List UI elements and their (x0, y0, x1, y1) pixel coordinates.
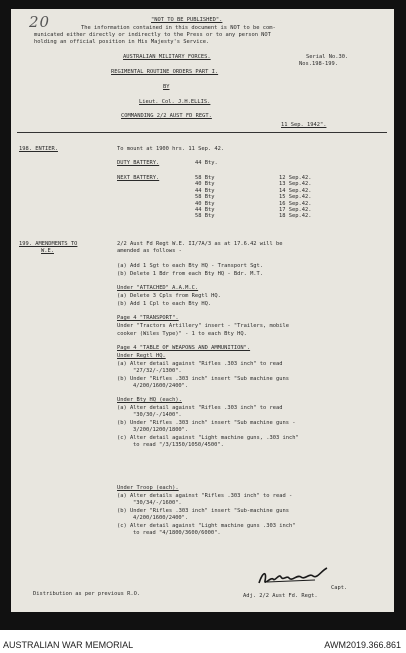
roster-date: 17 Sep.42. (279, 207, 312, 214)
roster-battery: 44 Bty (195, 207, 215, 214)
order-numbers: Nos.198-199. (299, 61, 338, 67)
notice-line-1: The information contained in this document is NOT to be com- (81, 25, 276, 31)
notice-line-2: municated either directly or indirectly to the Press or to any person NOT (34, 32, 271, 38)
bty-b-2: 3/200/1200/1800". (133, 427, 189, 433)
roster-battery: 40 Bty (195, 200, 215, 207)
tractors-line-2: cooker (Wiles Type)" - 1 to each Bty HQ. (117, 331, 247, 337)
document-page (11, 9, 394, 612)
troop-heading: Under Troop (each). (117, 485, 179, 491)
roster-date: 18 Sep.42. (279, 213, 312, 220)
attached-b: (b) Add 1 Cpl to each Bty HQ. (117, 301, 212, 307)
bty-c-2: to read "/3/1350/1050/4500". (133, 442, 224, 448)
troop-b-2: 4/200/1600/2400". (133, 515, 189, 521)
attached-heading: Under "ATTACHED" A.A.M.C. (117, 285, 199, 291)
serial-number: Serial No.30. (306, 54, 349, 60)
duty-battery-value: 44 Bty. (195, 160, 218, 166)
battery-roster (195, 175, 311, 220)
troop-b-1: (b) Under "Rifles .303 inch" insert "Sub-machine guns (117, 508, 290, 514)
attached-a: (a) Delete 3 Cpls from Regtl HQ. (117, 293, 221, 299)
regtl-b-1: (b) Under "Rifles .303 inch" insert "Sub machine guns (117, 376, 290, 382)
roster-date: 15 Sep.42. (279, 194, 312, 201)
weapons-table-heading: Page 4 "TABLE OF WEAPONS AND AMMUNITION". (117, 345, 251, 351)
by-label: BY (163, 84, 170, 90)
tractors-line-1: Under "Tractors Artillery" insert - "Trailers, mobile (117, 323, 290, 329)
next-battery-label: NEXT BATTERY. (117, 175, 160, 181)
heading: "NOT TO BE PUBLISHED". (151, 17, 223, 23)
signatory-appointment: Adj. 2/2 Aust Fd. Regt. (243, 593, 318, 599)
item-198-title: 198. ENTIER. (19, 146, 58, 152)
archive-footer (0, 630, 406, 653)
regtl-b-2: 4/200/1600/2400". (133, 383, 189, 389)
bty-a-1: (a) Alter detail against "Rifles .303 inch" to read (117, 405, 283, 411)
signatory-rank: Capt. (331, 585, 348, 591)
item-199-intro-2: amended as follows - (117, 248, 182, 254)
duty-battery-label: DUTY BATTERY. (117, 160, 160, 166)
item-199-title: 199. AMENDMENTS TO (19, 241, 78, 247)
regtl-a-2: "27/32/-/1300". (133, 368, 182, 374)
bty-b-1: (b) Under "Rifles .303 inch" insert "Sub machine guns - (117, 420, 296, 426)
handwritten-note: 20 (29, 13, 51, 31)
document-title: REGIMENTAL ROUTINE ORDERS PART I. (111, 69, 219, 75)
signature-image (257, 565, 329, 589)
item-199-title-2: W.E. (41, 248, 54, 254)
force-name: AUSTRALIAN MILITARY FORCES. (123, 54, 211, 60)
order-date: 11 Sep. 1942". (281, 122, 327, 128)
troop-a-2: "30/34/-/1600". (133, 500, 182, 506)
officer-name: Lieut. Col. J.H.ELLIS. (139, 99, 211, 105)
header-rule (17, 132, 387, 133)
distribution-line: Distribution as per previous R.O. (33, 591, 141, 597)
amend-b: (b) Delete 1 Bdr from each Bty HQ - Bdr. M.T. (117, 271, 264, 277)
item-198-intro: To mount at 1900 hrs. 11 Sep. 42. (117, 146, 225, 152)
troop-a-1: (a) Alter details against "Rifles .303 inch" to read - (117, 493, 293, 499)
troop-c-1: (c) Alter detail against "Light machine guns .303 inch" (117, 523, 296, 529)
roster-date: 13 Sep.42. (279, 181, 312, 188)
roster-battery: 58 Bty (195, 213, 215, 220)
amend-a: (a) Add 1 Sgt to each Bty HQ - Transport Sgt. (117, 263, 264, 269)
bty-a-2: "30/30/-/1400". (133, 412, 182, 418)
roster-battery: 58 Bty (195, 194, 215, 201)
roster-battery: 44 Bty (195, 187, 215, 194)
roster-row (195, 213, 311, 219)
roster-date: 14 Sep.42. (279, 187, 312, 194)
archive-reference: AWM2019.366.861 (324, 640, 401, 650)
archive-name: AUSTRALIAN WAR MEMORIAL (3, 640, 134, 650)
bty-c-1: (c) Alter detail against "Light machine guns, .303 inch" (117, 435, 299, 441)
roster-battery: 58 Bty (195, 175, 215, 181)
roster-date: 12 Sep.42. (279, 175, 312, 181)
troop-c-2: to read "4/1800/3600/6000". (133, 530, 221, 536)
roster-date: 16 Sep.42. (279, 200, 312, 207)
regtl-a-1: (a) Alter detail against "Rifles .303 inch" to read (117, 361, 283, 367)
item-199-intro-1: 2/2 Aust Fd Regt W.E. II/7A/3 as at 17.6.42 will be (117, 241, 283, 247)
notice-line-3: holding an official position in His Majesty's Service. (34, 39, 210, 45)
transport-heading: Page 4 "TRANSPORT". (117, 315, 179, 321)
command-line: COMMANDING 2/2 AUST FD REGT. (121, 113, 212, 119)
roster-battery: 40 Bty (195, 181, 215, 188)
regtl-hq-heading: Under Regtl HQ. (117, 353, 166, 359)
bty-hq-heading: Under Bty HQ (each). (117, 397, 182, 403)
